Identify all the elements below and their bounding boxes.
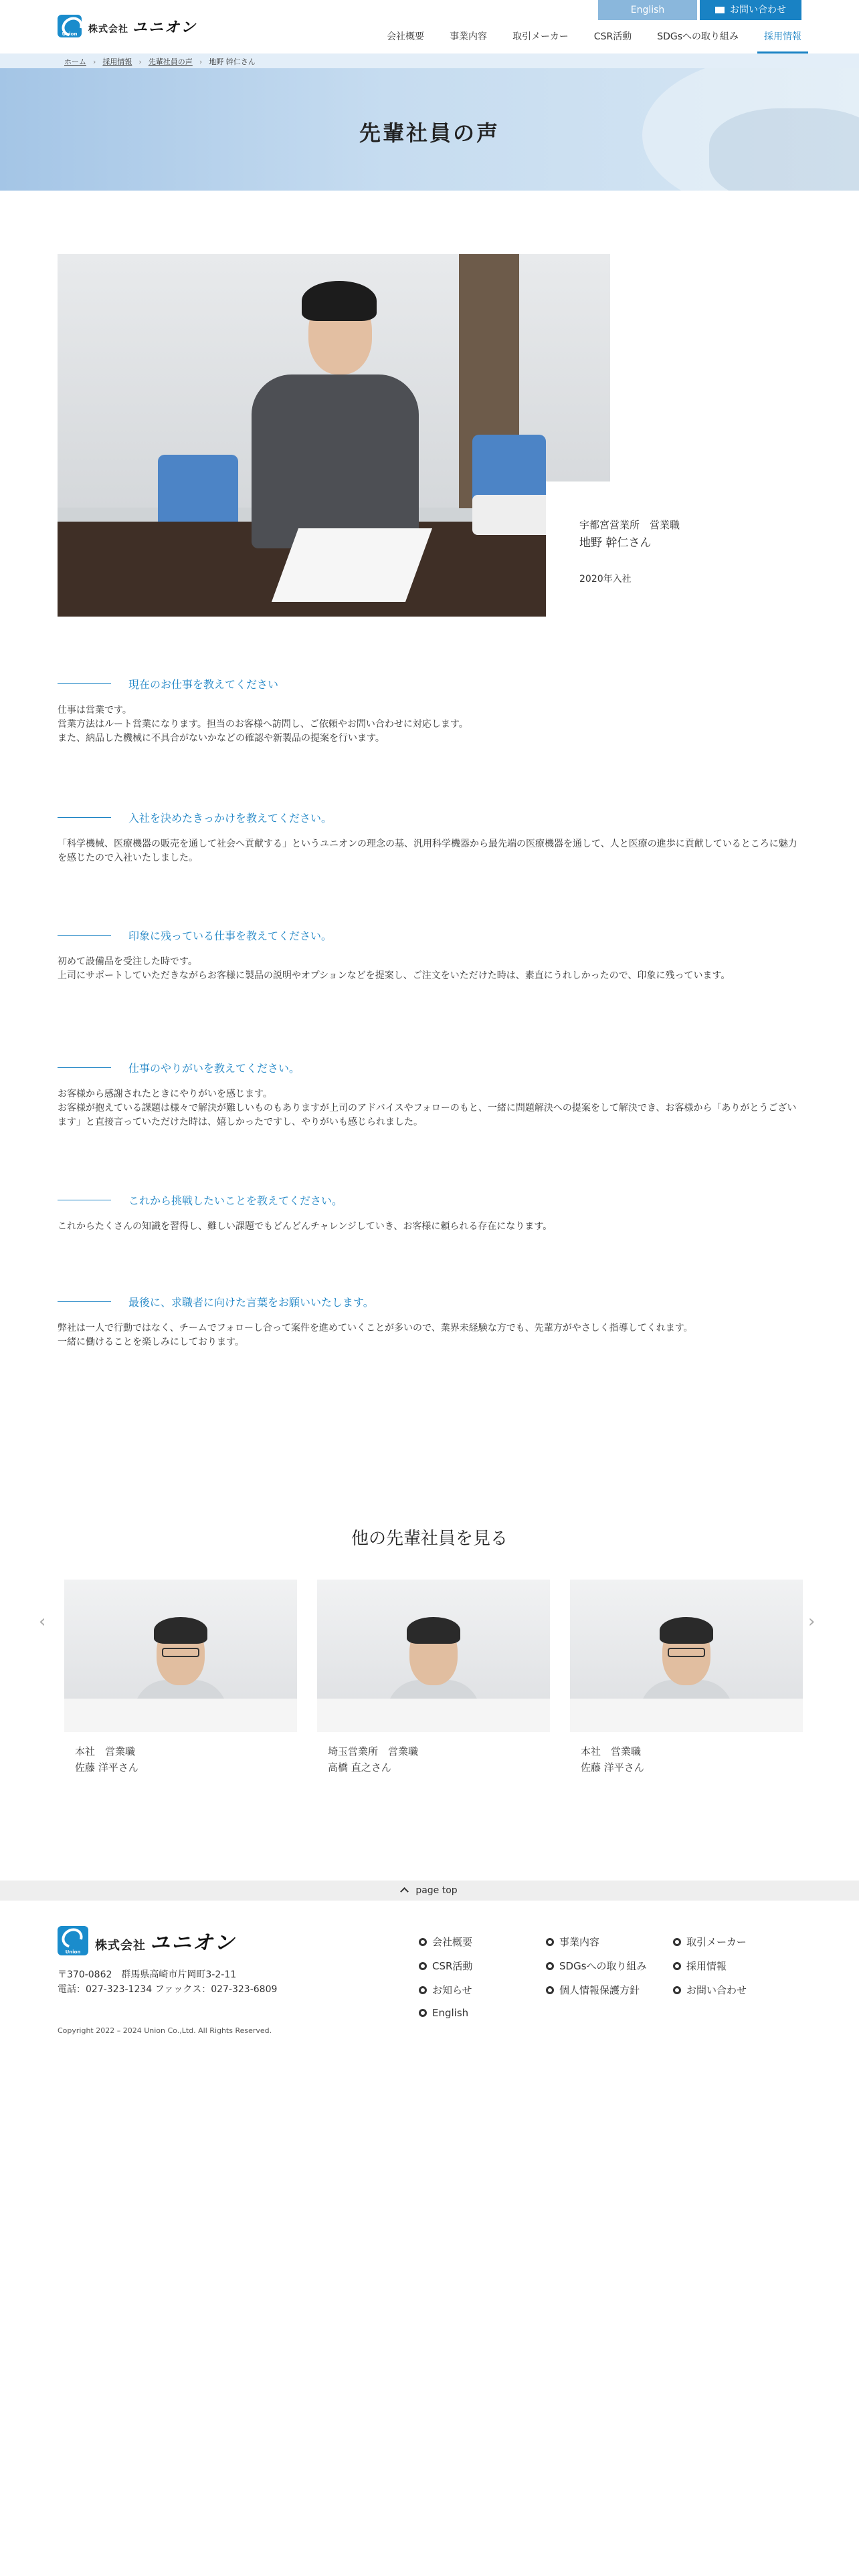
page-hero bbox=[0, 68, 859, 191]
logo-kabushikigaisha: 株式会社 bbox=[95, 1939, 146, 1953]
nav-item-business[interactable]: 事業内容 bbox=[450, 31, 488, 42]
employee-card-office: 本社 営業職 bbox=[581, 1745, 642, 1757]
employee-card[interactable] bbox=[64, 1580, 297, 1774]
qa-section bbox=[58, 675, 801, 746]
breadcrumb-voices[interactable]: 先輩社員の声 bbox=[148, 58, 193, 66]
contact-button[interactable]: お問い合わせ bbox=[700, 0, 801, 20]
breadcrumb-current: 地野 幹仁さん bbox=[209, 58, 256, 66]
nav-item-csr[interactable]: CSR活動 bbox=[593, 31, 632, 42]
question-heading: 現在のお仕事を教えてください bbox=[128, 677, 279, 691]
breadcrumb-separator: › bbox=[199, 57, 203, 66]
site-header bbox=[0, 0, 859, 53]
nav-item-sdgs[interactable]: SDGsへの取り組み bbox=[657, 31, 739, 42]
breadcrumb bbox=[0, 53, 859, 68]
question-line bbox=[58, 1067, 111, 1068]
page-top-button[interactable]: page top bbox=[0, 1881, 859, 1901]
breadcrumb-separator: › bbox=[138, 57, 142, 66]
chevron-up-icon bbox=[400, 1887, 409, 1896]
answer-text: 「科学機械、医療機器の販売を通して社会へ貢献する」というユニオンの理念の基、汎用科学機器から最先端の医療機器を通して、人と医療の進歩に貢献しているところに魅力を感じたので入社いたしました。 bbox=[58, 839, 797, 863]
question-heading: これから挑戦したいことを教えてください。 bbox=[128, 1194, 343, 1207]
carousel-next-arrow-icon[interactable]: › bbox=[808, 1612, 816, 1632]
question-line bbox=[58, 817, 111, 818]
footer-link-news[interactable]: お知らせ bbox=[419, 1983, 472, 1997]
employee-card-photo bbox=[570, 1580, 803, 1732]
employee-card-office: 埼玉営業所 営業職 bbox=[328, 1745, 419, 1757]
employee-card[interactable] bbox=[570, 1580, 803, 1774]
union-logo-icon: Union bbox=[58, 1926, 88, 1955]
bullet-icon bbox=[673, 1986, 681, 1994]
nav-item-company[interactable]: 会社概要 bbox=[387, 31, 425, 42]
footer-logo[interactable] bbox=[58, 1926, 235, 1955]
question-heading: 入社を決めたきっかけを教えてください。 bbox=[128, 811, 332, 825]
copyright: Copyright 2022 – 2024 Union Co.,Ltd. All Rights Reserved. bbox=[58, 2026, 272, 2035]
english-button[interactable]: English bbox=[598, 0, 697, 20]
logo-company-name: ユニオン bbox=[150, 1931, 235, 1955]
footer-link-privacy[interactable]: 個人情報保護方針 bbox=[546, 1983, 640, 1997]
footer-link-makers[interactable]: 取引メーカー bbox=[673, 1935, 747, 1949]
footer-postal: 〒370-0862 群馬県高崎市片岡町3-2-11 bbox=[58, 1969, 237, 1980]
question-heading: 仕事のやりがいを教えてください。 bbox=[128, 1061, 300, 1075]
footer-link-recruit[interactable]: 採用情報 bbox=[673, 1959, 727, 1973]
breadcrumb-recruit[interactable]: 採用情報 bbox=[102, 58, 132, 66]
answer-text: 弊社は一人で行動ではなく、チームでフォローし合って案件を進めていくことが多いので、業界未経験な方でも、先輩方がやさしく指導してくれます。 一緒に働けることを楽しみにしております。 bbox=[58, 1323, 693, 1348]
nav-item-recruit[interactable]: 採用情報 bbox=[764, 28, 801, 53]
footer-address bbox=[58, 1967, 277, 1997]
qa-section bbox=[58, 1293, 801, 1350]
carousel-prev-arrow-icon[interactable]: ‹ bbox=[39, 1612, 46, 1632]
bullet-icon bbox=[673, 1938, 681, 1946]
qa-section bbox=[58, 1192, 801, 1234]
logo-kabushikigaisha: 株式会社 bbox=[88, 23, 128, 35]
profile-join-year: 2020年入社 bbox=[579, 574, 632, 584]
question-line bbox=[58, 683, 111, 684]
employee-card-name: 高橋 直之さん bbox=[328, 1761, 391, 1774]
employee-card-name: 佐藤 洋平さん bbox=[581, 1761, 644, 1774]
answer-text: 初めて設備品を受注した時です。 上司にサポートしていただきながらお客様に製品の説明やオプションなどを提案し、ご注文をいただけた時は、素直にうれしかったので、印象に残っています。 bbox=[58, 956, 731, 981]
nav-item-makers[interactable]: 取引メーカー bbox=[512, 31, 569, 42]
answer-text: お客様から感謝されたときにやりがいを感じます。 お客様が抱えている課題は様々で解決が難しいものもありますが上司のアドバイスやフォローのもと、一緒に問題解決への提案をして解決でき、お客様から「ありがとうございます」と直接言っていただけた時は、嬉しかったですし、やりがいも感じられました。 bbox=[58, 1089, 797, 1128]
footer-link-csr[interactable]: CSR活動 bbox=[419, 1959, 472, 1973]
page-title: 先輩社員の声 bbox=[359, 120, 500, 146]
main-nav bbox=[361, 28, 801, 53]
footer-link-english[interactable]: English bbox=[419, 2007, 468, 2019]
footer-link-contact[interactable]: お問い合わせ bbox=[673, 1983, 747, 1997]
answer-text: 仕事は営業です。 営業方法はルート営業になります。担当のお客様へ訪問し、ご依頼やお問い合わせに対応します。 また、納品した機械に不具合がないかなどの確認や新製品の提案を行います。 bbox=[58, 705, 468, 744]
question-heading: 最後に、求職者に向けた言葉をお願いいたします。 bbox=[128, 1295, 374, 1309]
employee-card-name: 佐藤 洋平さん bbox=[75, 1761, 138, 1774]
bullet-icon bbox=[546, 1962, 554, 1970]
bullet-icon bbox=[419, 1986, 427, 1994]
logo-company-name: ユニオン bbox=[132, 19, 197, 36]
employee-card[interactable] bbox=[317, 1580, 550, 1774]
profile-office: 宇都宮営業所 営業職 bbox=[579, 519, 680, 531]
footer-phone: 電話：027-323-1234 ファックス：027-323-6809 bbox=[58, 1984, 278, 1995]
employee-card-photo bbox=[64, 1580, 297, 1732]
footer-link-business[interactable]: 事業内容 bbox=[546, 1935, 599, 1949]
qa-section bbox=[58, 1059, 801, 1130]
bullet-icon bbox=[419, 2009, 427, 2017]
other-employees-title: 他の先輩社員を見る bbox=[351, 1529, 508, 1549]
question-heading: 印象に残っている仕事を教えてください。 bbox=[128, 929, 332, 942]
employee-card-office: 本社 営業職 bbox=[75, 1745, 136, 1757]
bullet-icon bbox=[546, 1986, 554, 1994]
breadcrumb-separator: › bbox=[93, 57, 96, 66]
bullet-icon bbox=[419, 1962, 427, 1970]
employee-card-photo bbox=[317, 1580, 550, 1732]
union-logo-icon: Union bbox=[58, 15, 82, 37]
qa-section bbox=[58, 809, 801, 865]
footer-link-sdgs[interactable]: SDGsへの取り組み bbox=[546, 1959, 647, 1973]
bullet-icon bbox=[546, 1938, 554, 1946]
bullet-icon bbox=[673, 1962, 681, 1970]
bullet-icon bbox=[419, 1938, 427, 1946]
qa-section bbox=[58, 927, 801, 983]
mail-icon bbox=[715, 7, 725, 13]
question-line bbox=[58, 935, 111, 936]
profile-name: 地野 幹仁さん bbox=[579, 536, 652, 550]
footer-link-company[interactable]: 会社概要 bbox=[419, 1935, 472, 1949]
profile-card bbox=[546, 481, 727, 622]
question-line bbox=[58, 1301, 111, 1302]
employee-photo bbox=[58, 254, 610, 617]
answer-text: これからたくさんの知識を習得し、難しい課題でもどんどんチャレンジしていき、お客様に頼られる存在になります。 bbox=[58, 1221, 553, 1232]
breadcrumb-home[interactable]: ホーム bbox=[64, 58, 86, 66]
company-logo[interactable] bbox=[58, 15, 197, 37]
